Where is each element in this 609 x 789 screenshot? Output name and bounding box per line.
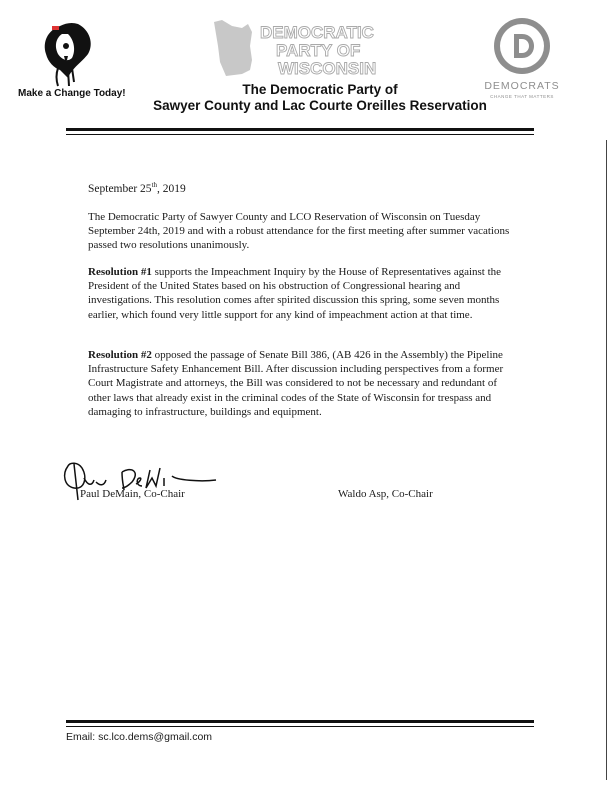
wi-logo-line-3: WISCONSIN	[278, 59, 377, 78]
footer-rule-thin	[66, 726, 534, 727]
dem-logo-word: DEMOCRATS	[484, 80, 560, 92]
signature-right-name: Waldo Asp, Co-Chair	[338, 488, 433, 500]
democratic-party-of-wisconsin-logo	[212, 16, 394, 82]
contact-email: Email: sc.lco.dems@gmail.com	[66, 731, 213, 743]
feather-headdress-logo	[38, 18, 98, 88]
dem-d-icon	[476, 14, 568, 78]
org-title-line-2: Sawyer County and Lac Courte Oreilles Reservation	[153, 98, 487, 113]
letter-date: September 25th, 2019	[88, 181, 186, 195]
signature-left-name: Paul DeMain, Co-Chair	[80, 488, 185, 500]
org-title-line-1: The Democratic Party of	[242, 82, 398, 97]
header-rule-thin	[66, 134, 534, 135]
footer-rule-thick	[66, 720, 534, 723]
dem-logo-tagline: CHANGE THAT MATTERS	[490, 94, 554, 99]
resolution-1-label: Resolution #1	[88, 266, 152, 278]
resolution-2-label: Resolution #2	[88, 349, 152, 361]
resolution-1-paragraph: Resolution #1 supports the Impeachment Inquiry by the House of Representatives against the President of the United States based on his obstruction of Congressional hearing and investigations. This resolution comes after spirited discussion this spring, some seven months earlier, which found very little support for any kind of impeachment action at that time.	[88, 266, 502, 321]
header-rule-thick	[66, 128, 534, 131]
intro-paragraph: The Democratic Party of Sawyer County and LCO Reservation of Wisconsin on Tuesday September 24th, 2019 and with a robust attendance for the first meeting after summer vacations passed two resolutions unanimously.	[88, 211, 510, 252]
tagline: Make a Change Today!	[18, 88, 126, 99]
scan-edge-line	[606, 140, 607, 780]
wi-logo-line-1: DEMOCRATIC	[260, 23, 374, 42]
wi-logo-line-2: PARTY OF	[276, 41, 361, 60]
resolution-2-paragraph: Resolution #2 opposed the passage of Senate Bill 386, (AB 426 in the Assembly) the Pipeline Infrastructure Safety Enhancement Bill. After discussion including perspectives from a former Court Magistrate and attorneys, the Bill was considered to not be necessary and redundant of other laws that already exist in the criminal codes of the State of Wisconsin for trespass and damaging to infrastructure, buildings and equipment.	[88, 349, 504, 418]
